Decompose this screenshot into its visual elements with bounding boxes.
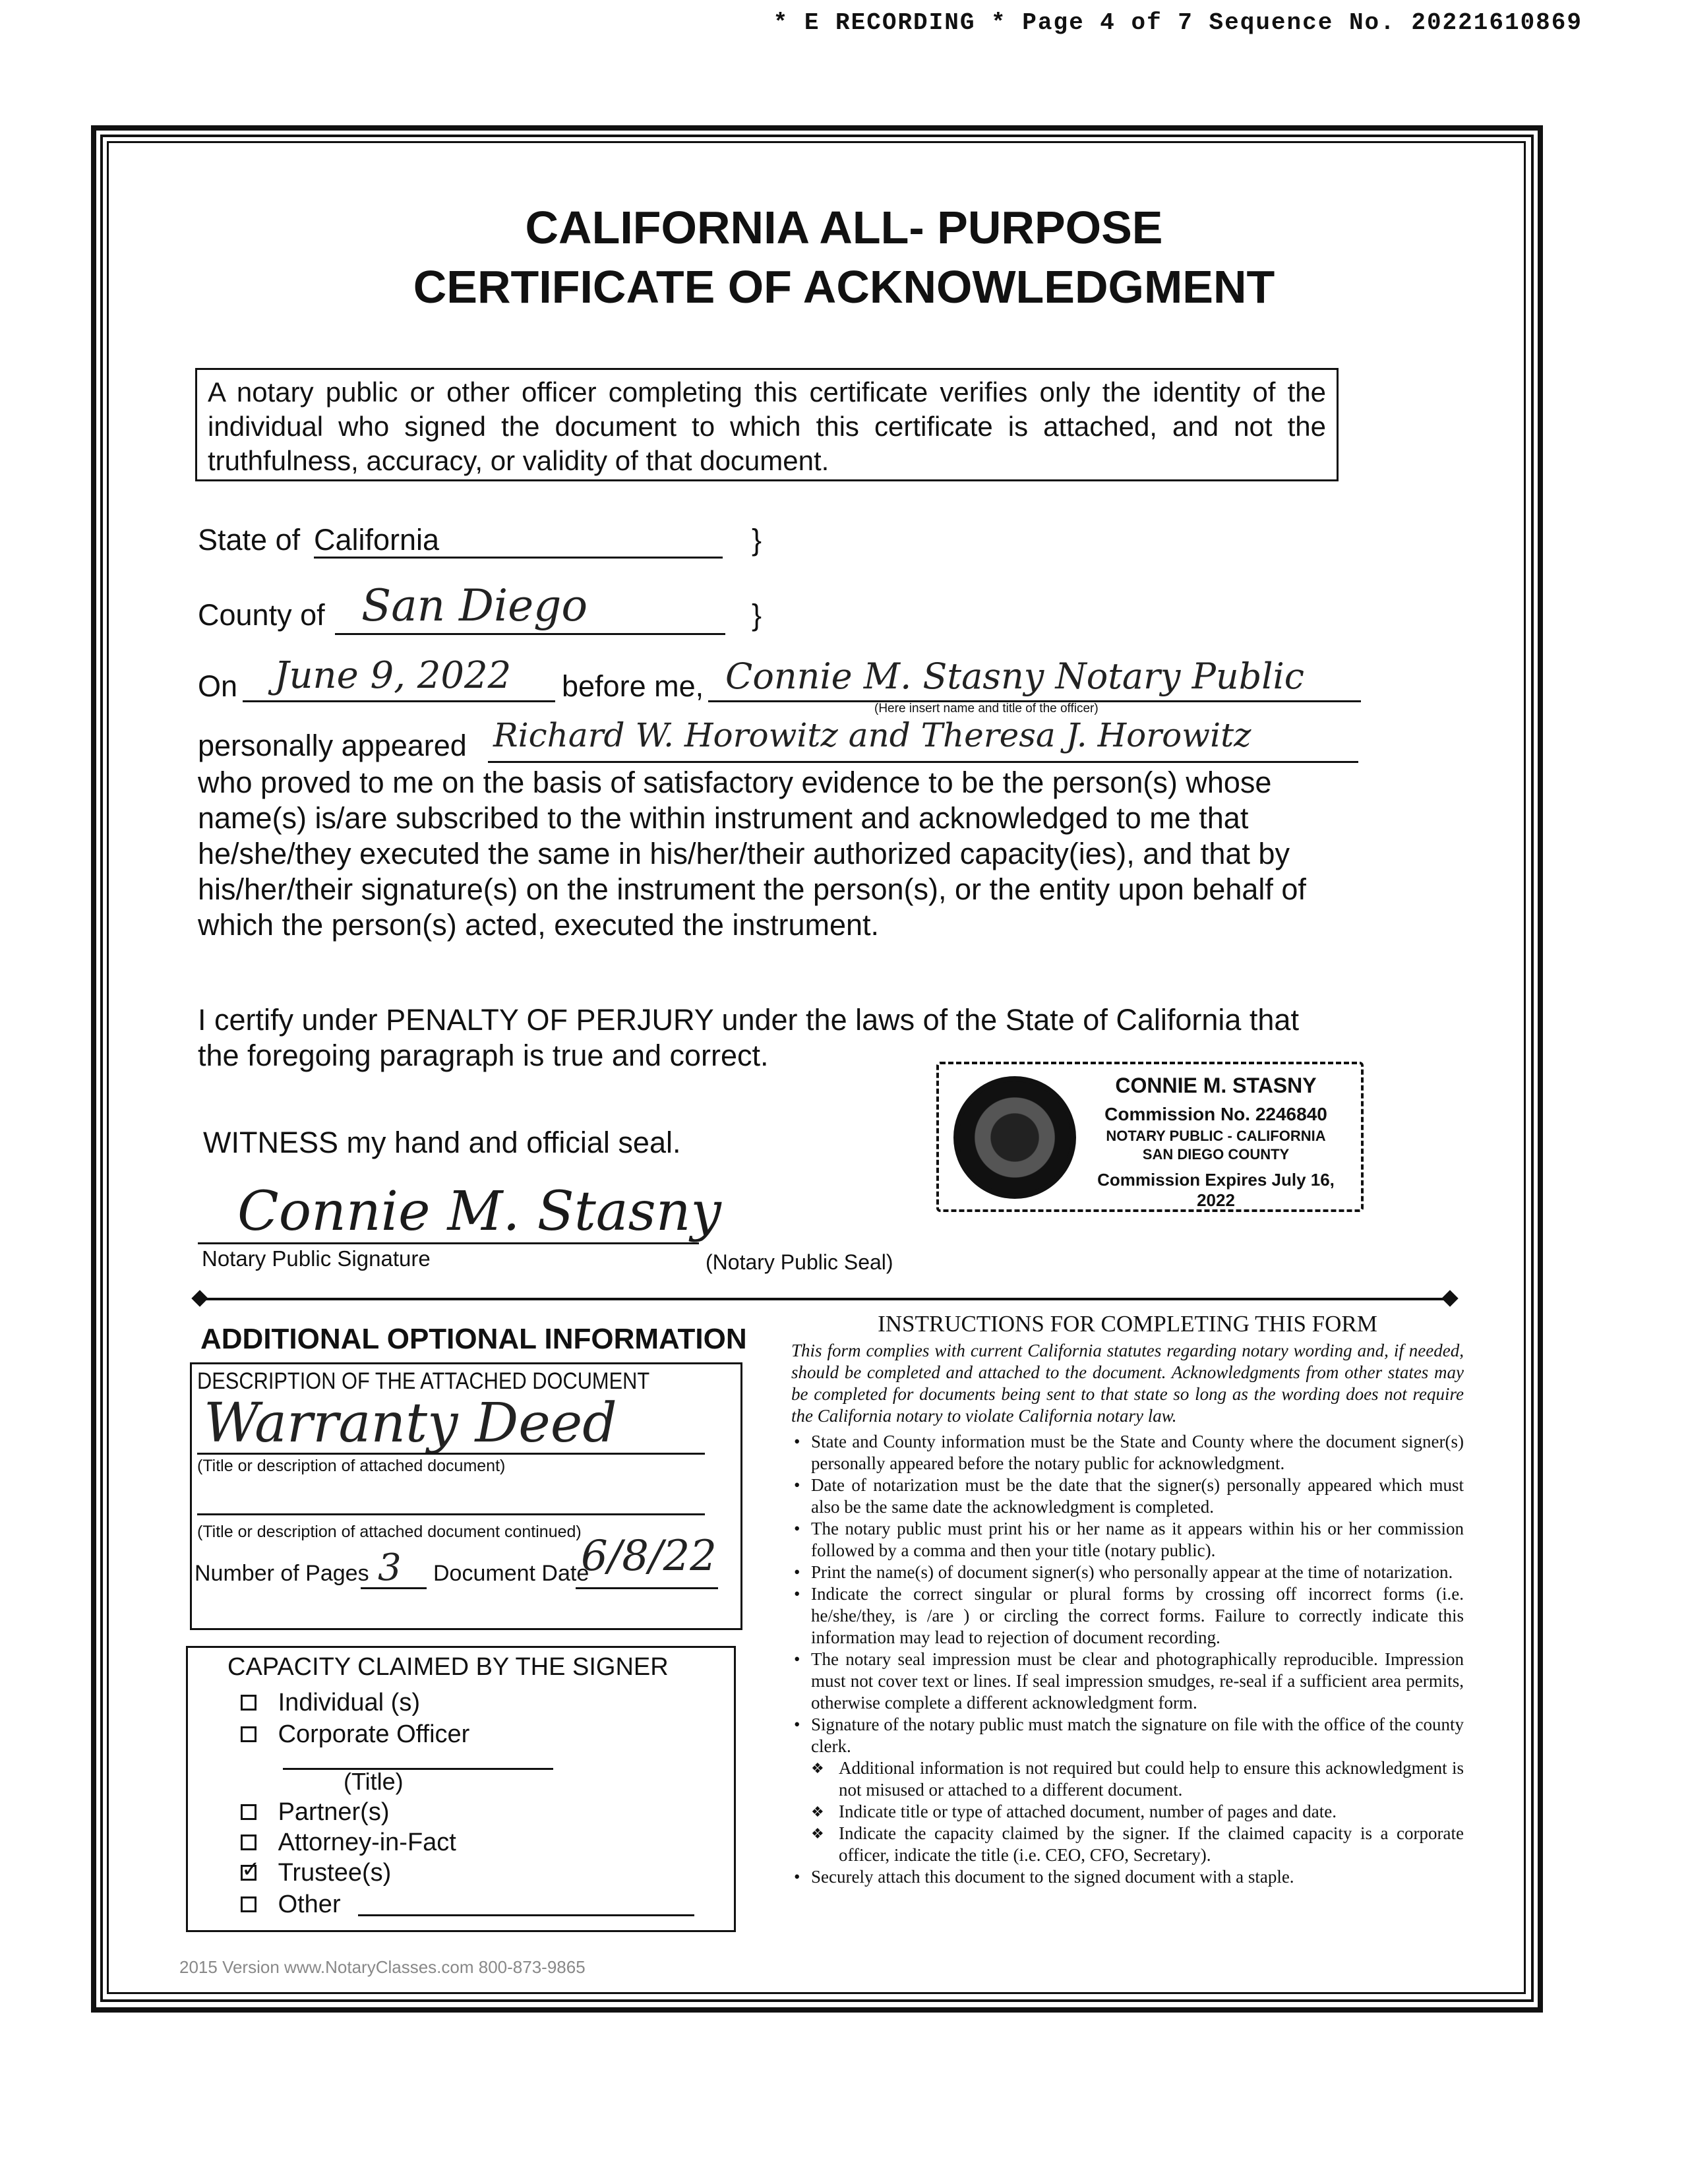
partner-label: Partner(s) — [278, 1798, 390, 1826]
signature-line — [198, 1242, 699, 1244]
corporate-label: Corporate Officer — [278, 1720, 470, 1748]
docdate-field — [576, 1532, 718, 1589]
instruction-item: • Securely attach this document to the signed document with a staple. — [791, 1866, 1464, 1888]
pages-field — [361, 1546, 427, 1589]
partner-checkbox[interactable] — [241, 1804, 256, 1820]
individual-label: Individual (s) — [278, 1689, 420, 1716]
capacity-partner[interactable] — [241, 1798, 389, 1827]
seal-expires: Commission Expires July 16, 2022 — [1097, 1170, 1335, 1210]
instruction-item: • The notary public must print his or her name as it appears within his or her commission followed by a comma and then your title (notary public). — [791, 1518, 1464, 1562]
desc-hint-2: (Title or description of attached document continued) — [197, 1523, 582, 1541]
appeared-value: Richard W. Horowitz and Theresa J. Horowitz — [493, 716, 1251, 754]
state-seal-emblem — [953, 1076, 1076, 1199]
county-field — [335, 580, 725, 635]
capacity-box — [186, 1646, 736, 1932]
corporate-checkbox[interactable] — [241, 1726, 256, 1742]
instructions-intro: This form complies with current California statutes regarding notary wording and, if needed, should be completed and attached to the document. Acknowledgments from other states may be completed for documents being sent to that state so long as the wording does not require the California notary to violate California notary law. — [791, 1341, 1464, 1426]
instructions-heading: INSTRUCTIONS FOR COMPLETING THIS FORM — [878, 1311, 1377, 1337]
seal-name: CONNIE M. STASNY — [1115, 1074, 1317, 1097]
instruction-item: • The notary seal impression must be clear and photographically reproducible. Impression must not cover text or lines. If seal impression smudges, re-seal if a sufficient area permits, otherwise complete a different acknowledgment form. — [791, 1649, 1464, 1714]
title-hint: (Title) — [344, 1768, 404, 1795]
instruction-item: • Indicate the correct singular or plural forms by crossing off incorrect forms (i.e. he/she/they, is /are ) or circling the correct forms. Failure to correctly indicate this information may lead to rejection of document recording. — [791, 1583, 1464, 1649]
desc-line-1 — [197, 1453, 705, 1455]
instructions-list-end — [791, 1866, 1464, 1888]
checkmark-icon: ✓ — [241, 1857, 260, 1882]
instruction-item: • State and County information must be the State and County where the document signer(s) personally appeared before the notary public for acknowledgment. — [791, 1431, 1464, 1474]
capacity-heading: CAPACITY CLAIMED BY THE SIGNER — [227, 1653, 669, 1681]
officer-hint: (Here insert name and title of the officer) — [874, 702, 1099, 715]
officer-field — [708, 655, 1361, 702]
county-value: San Diego — [361, 580, 588, 631]
state-field — [314, 522, 723, 559]
capacity-attorney[interactable] — [241, 1829, 456, 1857]
instructions-list — [791, 1431, 1464, 1757]
ack-line-4: his/her/their signature(s) on the instrument the person(s), or the entity upon behalf of — [198, 872, 1306, 906]
trustee-label: Trustee(s) — [278, 1859, 392, 1887]
date-value: June 9, 2022 — [274, 654, 512, 697]
desc-hint: (Title or description of attached document) — [197, 1457, 506, 1475]
state-brace: } — [752, 523, 762, 557]
witness-text: WITNESS my hand and official seal. — [203, 1126, 681, 1159]
instructions — [791, 1311, 1464, 1888]
other-line — [358, 1914, 694, 1916]
desc-heading: DESCRIPTION OF THE ATTACHED DOCUMENT — [197, 1368, 650, 1394]
section-divider — [198, 1298, 1455, 1300]
pages-label: Number of Pages — [195, 1561, 369, 1586]
county-label: County of — [198, 598, 325, 632]
ack-line-3: he/she/they executed the same in his/her/their authorized capacity(ies), and that by — [198, 837, 1290, 870]
notary-signature: Connie M. Stasny — [237, 1180, 721, 1243]
seal-commission: Commission No. 2246840 — [1104, 1104, 1327, 1124]
county-brace: } — [752, 598, 762, 632]
instruction-subitem: ❖ Additional information is not required but could help to ensure this acknowledgment is not misused or attached to a different document. — [791, 1757, 1464, 1801]
capacity-other[interactable] — [241, 1891, 341, 1919]
instruction-subitem: ❖ Indicate the capacity claimed by the signer. If the claimed capacity is a corporate officer, indicate the title (i.e. CEO, CFO, Secretary). — [791, 1823, 1464, 1866]
appeared-field — [488, 716, 1358, 763]
appeared-label: personally appeared — [198, 729, 467, 762]
before-me-label: before me, — [562, 669, 704, 703]
capacity-individual[interactable] — [241, 1689, 420, 1717]
ack-line-2: name(s) is/are subscribed to the within instrument and acknowledged to me that — [198, 801, 1249, 835]
state-label: State of — [198, 523, 301, 557]
instructions-sublist — [791, 1757, 1464, 1866]
ack-line-5: which the person(s) acted, executed the instrument. — [198, 908, 880, 942]
attached-document-box — [190, 1362, 742, 1630]
instruction-item: • Date of notarization must be the date that the signer(s) personally appeared which must also be the same date the acknowledgment is completed. — [791, 1474, 1464, 1518]
certify-line-1: I certify under PENALTY OF PERJURY under the laws of the State of California that — [198, 1003, 1299, 1037]
date-field — [243, 654, 555, 702]
instruction-subitem: ❖ Indicate title or type of attached document, number of pages and date. — [791, 1801, 1464, 1823]
certify-line-2: the foregoing paragraph is true and correct. — [198, 1039, 769, 1072]
docdate-label: Document Date — [433, 1561, 589, 1586]
capacity-corporate[interactable] — [241, 1720, 469, 1749]
instruction-item: • Print the name(s) of document signer(s) who personally appear at the time of notarization. — [791, 1562, 1464, 1583]
state-value: California — [314, 523, 440, 557]
other-checkbox[interactable] — [241, 1896, 256, 1912]
desc-line-2 — [197, 1513, 705, 1515]
pages-value: 3 — [378, 1546, 402, 1589]
individual-checkbox[interactable] — [241, 1695, 256, 1711]
desc-value: Warranty Deed — [204, 1392, 617, 1455]
instruction-item: • Signature of the notary public must match the signature on file with the office of the county clerk. — [791, 1714, 1464, 1757]
seal-county: SAN DIEGO COUNTY — [1142, 1146, 1290, 1163]
title-line — [283, 1768, 553, 1770]
form-title-line1: CALIFORNIA ALL- PURPOSE — [525, 202, 1163, 253]
attorney-label: Attorney-in-Fact — [278, 1829, 456, 1856]
capacity-trustee[interactable] — [241, 1859, 391, 1887]
signature-label: Notary Public Signature — [202, 1246, 431, 1271]
trustee-checkbox[interactable] — [241, 1857, 260, 1882]
seal-notary: NOTARY PUBLIC - CALIFORNIA — [1106, 1128, 1326, 1144]
other-label: Other — [278, 1891, 341, 1918]
notice-box: A notary public or other officer completing this certificate verifies only the identity of the individual who signed the document to which this certificate is attached, and not the truthfulness, accuracy, or validity of that document. — [195, 368, 1339, 481]
ack-line-1: who proved to me on the basis of satisfactory evidence to be the person(s) whose — [198, 766, 1272, 799]
footer-version: 2015 Version www.NotaryClasses.com 800-873-9865 — [179, 1957, 586, 1977]
recording-header: * E RECORDING * Page 4 of 7 Sequence No. 20221610869 — [773, 9, 1582, 36]
attorney-checkbox[interactable] — [241, 1835, 256, 1850]
officer-value: Connie M. Stasny Notary Public — [725, 655, 1305, 697]
optional-heading: ADDITIONAL OPTIONAL INFORMATION — [200, 1323, 747, 1355]
docdate-value: 6/8/22 — [581, 1532, 717, 1581]
on-label: On — [198, 669, 238, 703]
seal-label: (Notary Public Seal) — [706, 1250, 893, 1274]
notary-seal — [936, 1062, 1364, 1212]
form-title-line2: CERTIFICATE OF ACKNOWLEDGMENT — [413, 261, 1275, 313]
